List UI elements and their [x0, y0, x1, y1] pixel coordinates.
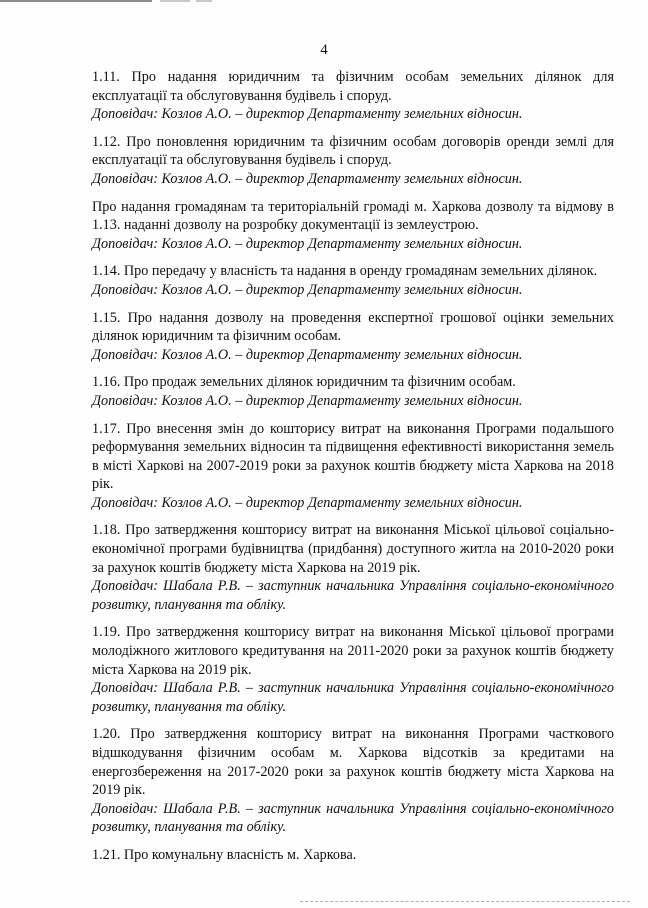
agenda-item-speaker: Доповідач: Козлов А.О. – директор Департаменту земельних відносин. — [92, 235, 523, 252]
agenda-item-1-13 — [92, 198, 614, 254]
agenda-item-text: Про надання громадянам та територіальній громаді м. Харкова дозволу та відмову в 1.13. наданні дозволу на розробку документації із землеустрою. — [92, 198, 614, 234]
agenda-item-1-14 — [92, 262, 614, 299]
agenda-item-text: 1.17. Про внесення змін до кошторису витрат на виконання Програми подальшого реформування земельних відносин та підвищення ефективності використання земель в місті Харкові на 2007-2019 роки за рахунок коштів бюджету міста Харкова на 2018 рік. — [92, 420, 614, 493]
agenda-item-1-16 — [92, 373, 614, 410]
agenda-item-speaker: Доповідач: Шабала Р.В. – заступник начальника Управління соціально-економічного розвитку, планування та обліку. — [92, 578, 614, 613]
scan-top-rule-short-2 — [196, 0, 212, 2]
agenda-item-1-11 — [92, 68, 614, 124]
agenda-item-text: 1.19. Про затвердження кошторису витрат на виконання Міської цільової програми молодіжного житлового кредитування на 2011-2020 роки за рахунок коштів бюджету міста Харкова на 2019 рік. — [92, 624, 614, 678]
agenda-item-1-19 — [92, 623, 614, 716]
agenda-list — [92, 68, 614, 874]
agenda-item-1-17 — [92, 420, 614, 513]
agenda-item-speaker: Доповідач: Шабала Р.В. – заступник начальника Управління соціально-економічного розвитку, планування та обліку. — [92, 800, 614, 836]
agenda-item-1-18 — [92, 521, 614, 614]
agenda-item-speaker: Доповідач: Козлов А.О. – директор Департаменту земельних відносин. — [92, 106, 523, 123]
agenda-item-speaker: Доповідач: Козлов А.О. – директор Департаменту земельних відносин. — [92, 392, 523, 409]
agenda-item-1-20 — [92, 725, 614, 837]
agenda-item-speaker: Доповідач: Козлов А.О. – директор Департаменту земельних відносин. — [92, 281, 523, 298]
agenda-item-text: 1.16. Про продаж земельних ділянок юридичним та фізичним особам. — [92, 374, 516, 391]
agenda-item-speaker: Доповідач: Козлов А.О. – директор Департаменту земельних відносин. — [92, 170, 523, 187]
agenda-item-speaker: Доповідач: Козлов А.О. – директор Департаменту земельних відносин. — [92, 494, 523, 511]
agenda-item-1-15 — [92, 309, 614, 365]
agenda-item-text: 1.20. Про затвердження кошторису витрат на виконання Програми часткового відшкодування фізичним особам м. Харкова відсотків за кредитами на енергозбереження на 2017-2020 роки за рахунок коштів бюджету міста Харкова на 2019 рік. — [92, 726, 614, 799]
agenda-item-speaker: Доповідач: Шабала Р.В. – заступник начальника Управління соціально-економічного розвитку, планування та обліку. — [92, 680, 614, 715]
agenda-item-1-21 — [92, 846, 614, 865]
page-number: 4 — [320, 42, 328, 58]
agenda-item-text: 1.14. Про передачу у власність та надання в оренду громадянам земельних ділянок. — [92, 263, 598, 280]
agenda-item-text: 1.12. Про поновлення юридичним та фізичним особам договорів оренди землі для експлуатації та обслуговування будівель і споруд. — [92, 133, 614, 169]
scan-bottom-dashes — [300, 901, 630, 902]
agenda-item-text: 1.21. Про комунальну власність м. Харкова. — [92, 846, 357, 863]
scan-top-rule-short — [160, 0, 190, 2]
agenda-item-speaker: Доповідач: Козлов А.О. – директор Департаменту земельних відносин. — [92, 346, 523, 363]
agenda-item-1-12 — [92, 133, 614, 189]
agenda-item-text: 1.11. Про надання юридичним та фізичним особам земельних ділянок для експлуатації та обслуговування будівель і споруд. — [92, 69, 614, 104]
agenda-item-text: 1.18. Про затвердження кошторису витрат на виконання Міської цільової соціально-економічної програми будівництва (придбання) доступного житла на 2010-2020 роки за рахунок коштів бюджету міста Харкова на 2019 рік. — [92, 522, 614, 576]
scan-top-rule — [0, 0, 152, 2]
agenda-item-text: 1.15. Про надання дозволу на проведення експертної грошової оцінки земельних ділянок юридичним та фізичним особам. — [92, 309, 614, 345]
